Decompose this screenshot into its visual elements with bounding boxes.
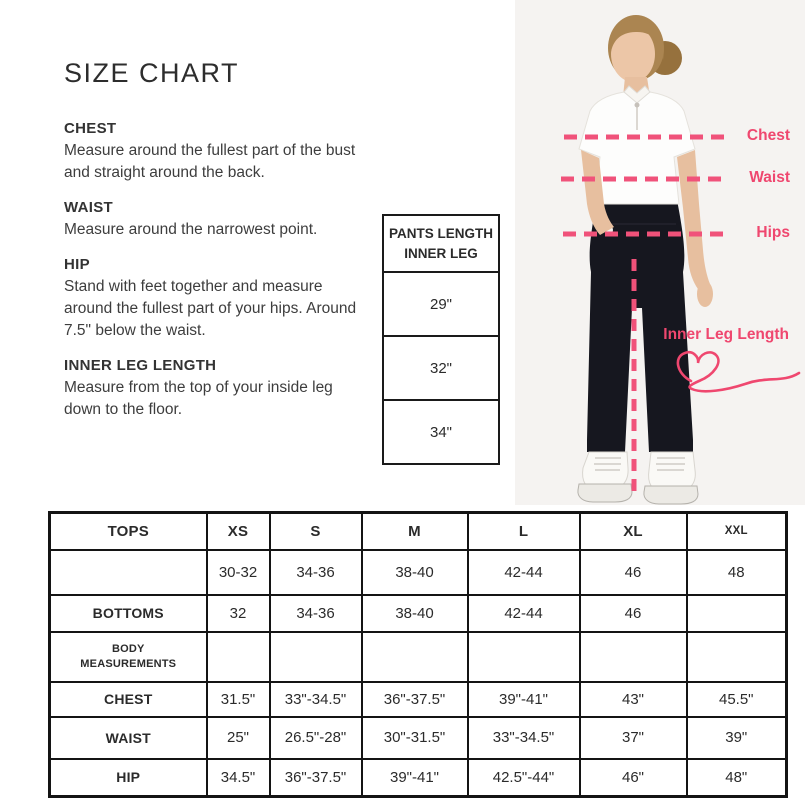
instruction-text: Measure from the top of your inside leg down to the floor.: [64, 379, 333, 418]
size-cell: [468, 632, 580, 682]
instruction-heading: INNER LEG LENGTH: [64, 357, 217, 374]
row-label: [50, 632, 207, 682]
instruction-heading: WAIST: [64, 199, 113, 216]
size-cell: 34-36: [270, 550, 362, 595]
chest-label: Chest: [746, 127, 790, 144]
size-cell: 30"-31.5": [362, 717, 468, 759]
size-cell: 39"-41": [468, 682, 580, 717]
size-cell: 34.5": [207, 759, 270, 797]
instruction-inner-leg: [64, 357, 372, 421]
model-photo: [515, 0, 805, 505]
instruction-heading: HIP: [64, 256, 90, 273]
inner-leg-label: Inner Leg Length: [663, 326, 789, 343]
size-cell: 39"-41": [362, 759, 468, 797]
size-cell: 36"-37.5": [362, 682, 468, 717]
pants-length-value: 34": [429, 423, 452, 441]
size-cell: 26.5"-28": [270, 717, 362, 759]
size-cell: [362, 632, 468, 682]
size-cell: 42-44: [468, 595, 580, 632]
row-label: CHEST: [50, 682, 207, 717]
size-cell: 38-40: [362, 595, 468, 632]
table-header-row: [50, 513, 787, 550]
row-label: WAIST: [50, 717, 207, 759]
size-cell: 33"-34.5": [468, 717, 580, 759]
size-cell: 36"-37.5": [270, 759, 362, 797]
instruction-chest: [64, 120, 372, 184]
table-row-bottoms: [50, 595, 787, 632]
size-cell: 45.5": [687, 682, 787, 717]
row-label: BOTTOMS: [50, 595, 207, 632]
size-cell: 42.5"-44": [468, 759, 580, 797]
instruction-hip: [64, 256, 372, 342]
page-title: SIZE CHART: [64, 58, 240, 88]
size-cell: 48": [687, 759, 787, 797]
table-row-body-measurements: [50, 632, 787, 682]
heart-doodle-icon: [678, 352, 799, 391]
figure-illustration: [515, 0, 805, 505]
col-header-s: S: [270, 513, 362, 550]
size-cell: 37": [580, 717, 687, 759]
col-header-l: L: [468, 513, 580, 550]
size-cell: [687, 595, 787, 632]
size-cell: 38-40: [362, 550, 468, 595]
size-cell: 48: [687, 550, 787, 595]
table-row-waist: [50, 717, 787, 759]
hips-label: Hips: [756, 224, 790, 241]
row-label-text: BODY MEASUREMENTS: [80, 642, 177, 670]
size-cell: 46: [580, 550, 687, 595]
row-label: HIP: [50, 759, 207, 797]
instruction-waist: [64, 199, 372, 241]
pants-length-table-header: PANTS LENGTH INNER LEG: [384, 216, 498, 273]
size-cell: 46": [580, 759, 687, 797]
size-cell: [687, 632, 787, 682]
pants-length-table: [382, 214, 500, 465]
table-row-tops-sizes: [50, 550, 787, 595]
pants-length-value: 29": [384, 273, 498, 337]
measurement-instructions: [64, 120, 372, 421]
size-cell: 43": [580, 682, 687, 717]
instruction-text: Measure around the fullest part of the bust and straight around the back.: [64, 142, 356, 181]
col-header-m: M: [362, 513, 468, 550]
size-cell: 39": [687, 717, 787, 759]
size-cell: [207, 632, 270, 682]
size-chart-table: [48, 511, 788, 798]
table-row-hip: [50, 759, 787, 797]
size-cell: [580, 632, 687, 682]
row-label: [50, 550, 207, 595]
pants-length-value: 32": [384, 337, 498, 401]
instruction-heading: CHEST: [64, 120, 117, 137]
size-cell: 33"-34.5": [270, 682, 362, 717]
size-cell: 30-32: [207, 550, 270, 595]
size-cell: 32: [207, 595, 270, 632]
size-cell: 42-44: [468, 550, 580, 595]
col-header-tops: TOPS: [50, 513, 207, 550]
waist-label: Waist: [749, 169, 790, 186]
size-cell: 25": [207, 717, 270, 759]
size-cell: 46: [580, 595, 687, 632]
model-figure: [578, 15, 713, 504]
instruction-text: Stand with feet together and measure around the fullest part of your hips. Around 7.5" below the waist.: [64, 278, 357, 339]
instruction-text: Measure around the narrowest point.: [64, 221, 318, 238]
size-cell: 31.5": [207, 682, 270, 717]
size-cell: 34-36: [270, 595, 362, 632]
size-cell: [270, 632, 362, 682]
col-header-xl: XL: [580, 513, 687, 550]
col-header-xs: XS: [207, 513, 270, 550]
col-header-xxl: XXL: [687, 513, 787, 550]
table-row-chest: [50, 682, 787, 717]
